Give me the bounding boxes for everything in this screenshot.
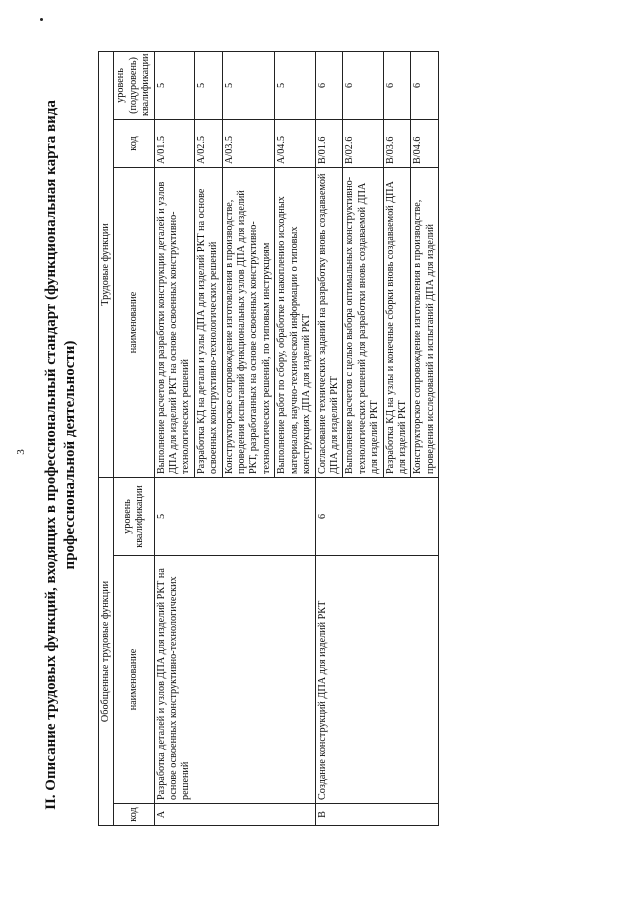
level-header: уровень квалификации (114, 477, 154, 555)
function-level: 6 (411, 51, 439, 119)
page-number: 3 (14, 449, 27, 455)
generalized-functions-header: Обобщенные трудовые функции (99, 477, 114, 825)
function-code: B/04.6 (411, 119, 439, 167)
function-code: A/04.5 (275, 119, 315, 167)
function-code: A/02.5 (194, 119, 222, 167)
function-name: Выполнение расчетов для разработки конструкции деталей и узлов ДПА для изделий РКТ на основе освоенных конструктивно-технологических решений (154, 167, 194, 477)
function-code: B/01.6 (315, 119, 343, 167)
group-level: 5 (154, 477, 315, 555)
function-code: A/03.5 (222, 119, 275, 167)
table-row (315, 51, 343, 825)
group-name: Разработка деталей и узлов ДПА для изделий РКТ на основе освоенных конструктивно-технологических решений (154, 556, 315, 804)
function-name: Разработка КД на детали и узлы ДПА для изделий РКТ на основе освоенных конструктивно-технологических решений (194, 167, 222, 477)
function-name: Выполнение расчетов с целью выбора оптимальных конструктивно-технологических решений для разработки вновь создаваемой ДПА для изделий РКТ (343, 167, 383, 477)
function-level: 6 (383, 51, 411, 119)
group-code: В (315, 804, 439, 826)
function-level: 6 (343, 51, 383, 119)
labor-functions-header: Трудовые функции (99, 51, 114, 477)
function-name-header: наименование (114, 167, 154, 477)
function-code-header: код (114, 119, 154, 167)
functional-map-table (98, 51, 439, 826)
group-level: 6 (315, 477, 439, 555)
sublevel-header: уровень (подуровень) квалификации (114, 51, 154, 119)
function-code: B/03.6 (383, 119, 411, 167)
function-name: Конструкторское сопровождение изготовления в производстве, проведения исследований и испытаний ДПА для изделий (411, 167, 439, 477)
table-row (154, 51, 194, 825)
function-name: Разработка КД на узлы и конечные сборки вновь создаваемой ДПА для изделий РКТ (383, 167, 411, 477)
function-name: Выполнение работ по сбору, обработке и накоплению исходных материалов, научно-технической информации о типовых конструкциях ДПА для изделий РКТ (275, 167, 315, 477)
name-header: наименование (114, 556, 154, 804)
function-level: 6 (315, 51, 343, 119)
function-name: Конструкторское сопровождение изготовления в производстве, проведения испытаний функциональных узлов ДПА для изделий РКТ, разработанных на основе освоенных конструктивно-технологических решений, по типовым инструкциям (222, 167, 275, 477)
function-level: 5 (222, 51, 275, 119)
function-level: 5 (275, 51, 315, 119)
title-line-1: II. Описание трудовых функций, входящих в профессиональный стандарт (функциональная карта вида (43, 100, 59, 810)
title-line-2: профессиональной деятельности) (62, 340, 78, 570)
function-code: B/02.6 (343, 119, 383, 167)
code-header: код (114, 804, 154, 826)
function-level: 5 (194, 51, 222, 119)
header-row-2 (114, 51, 154, 825)
function-name: Согласование технических заданий на разработку вновь создаваемой ДПА для изделий РКТ (315, 167, 343, 477)
function-code: A/01.5 (154, 119, 194, 167)
group-code: А (154, 804, 315, 826)
group-name: Создание конструкций ДПА для изделий РКТ (315, 556, 439, 804)
header-row-1 (99, 51, 114, 825)
section-title (42, 85, 80, 825)
function-level: 5 (154, 51, 194, 119)
